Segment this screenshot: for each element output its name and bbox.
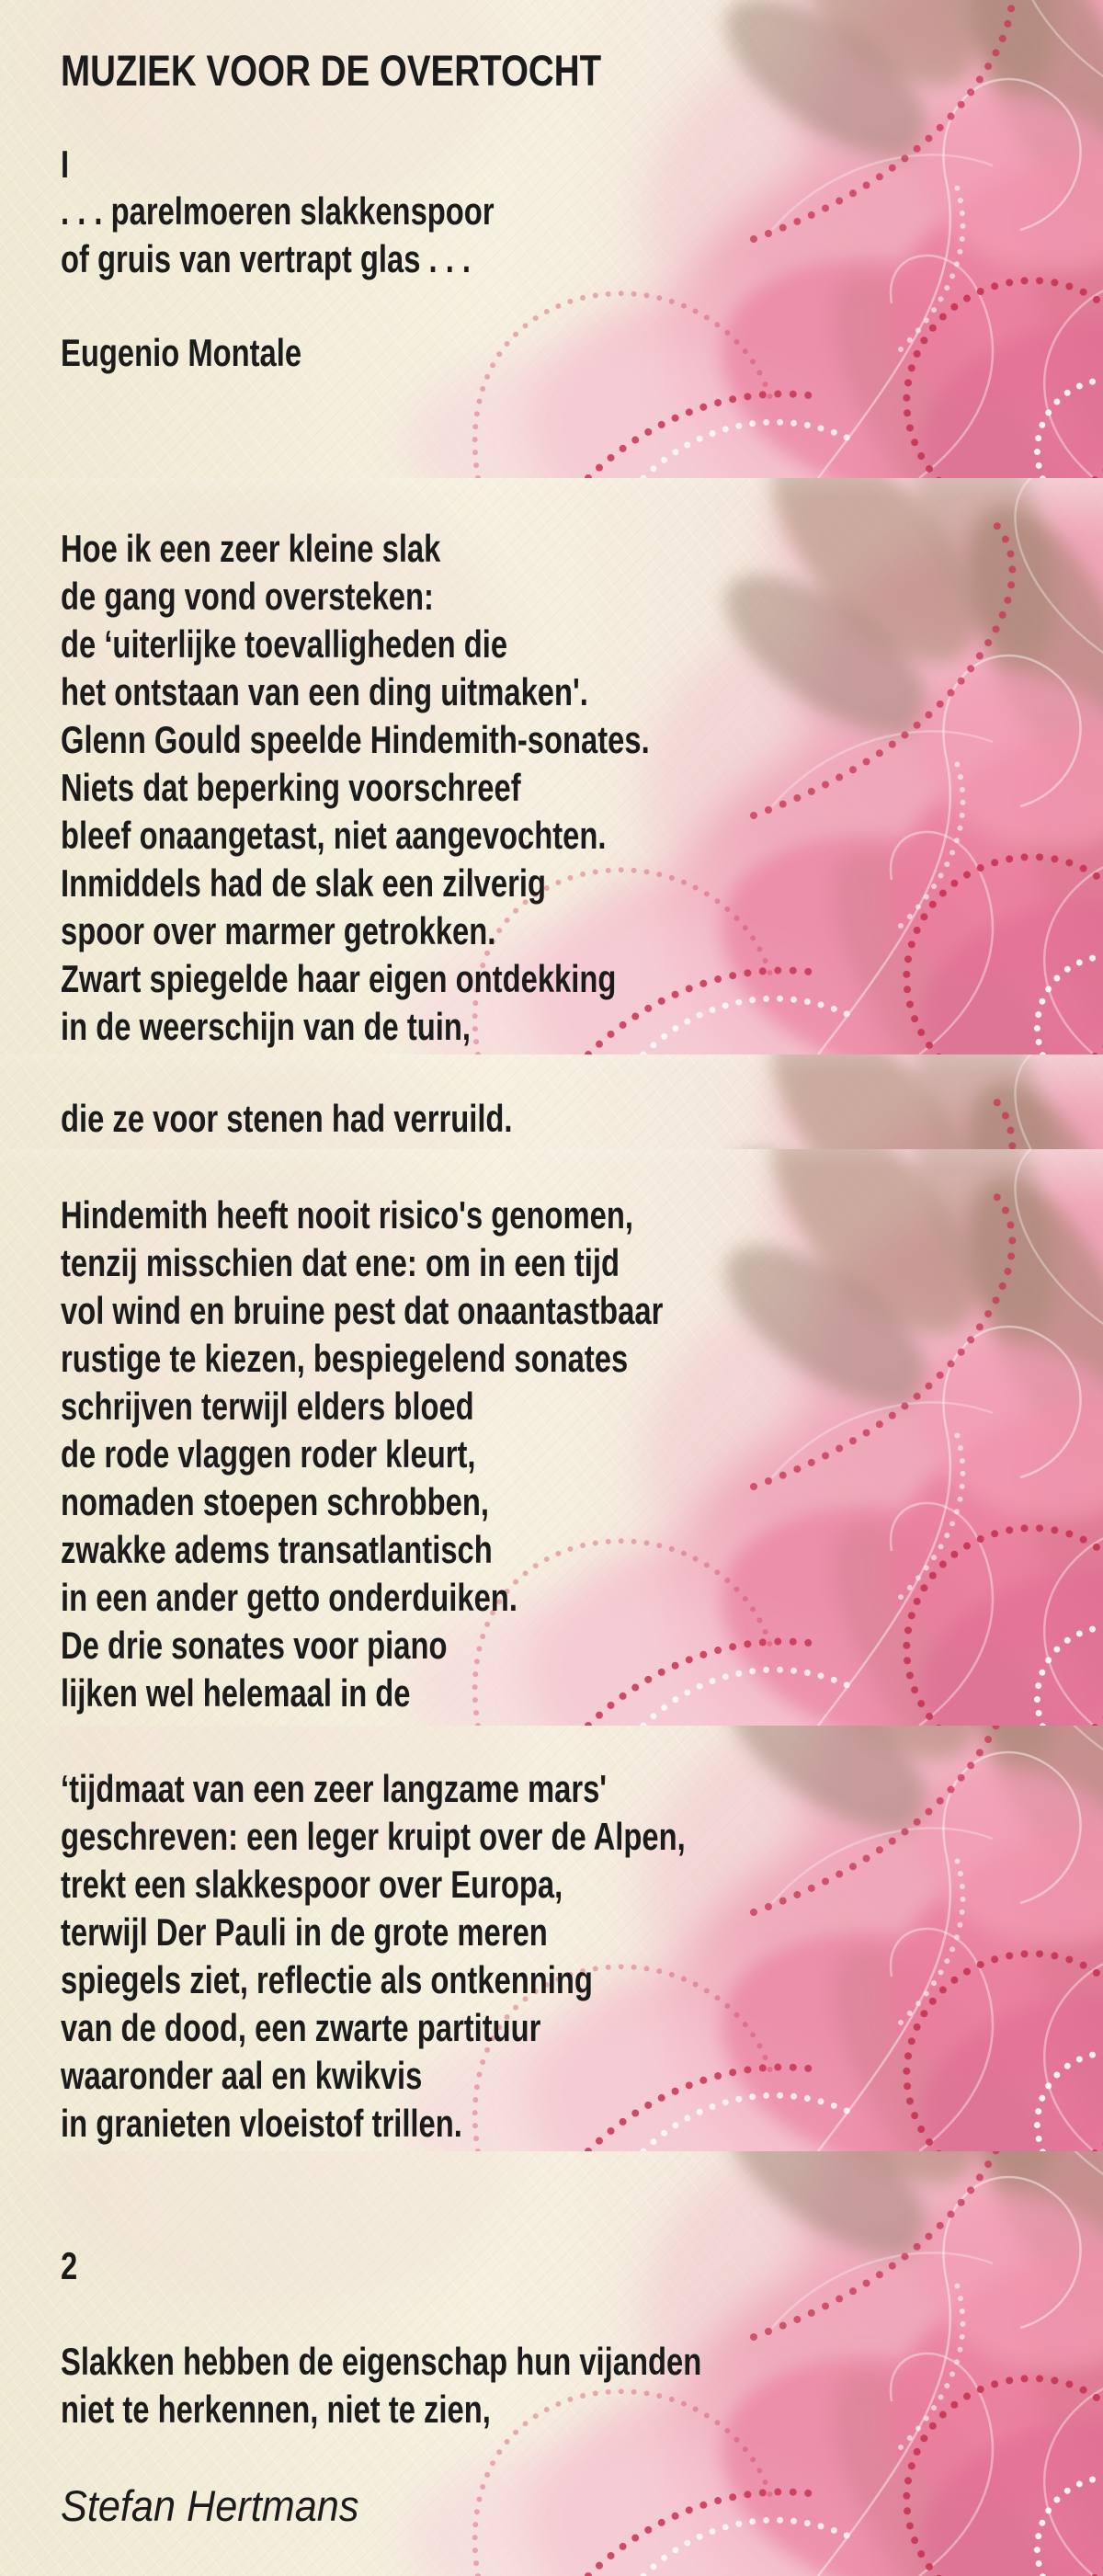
author-signature: Stefan Hertmans (61, 2481, 359, 2530)
poem-line: trekt een slakkespoor over Europa, (61, 1863, 563, 1906)
poem-line: het ontstaan van een ding uitmaken'. (61, 670, 588, 713)
epigraph-attribution: Eugenio Montale (61, 331, 302, 374)
stanza-4 (61, 1765, 686, 2148)
poem-line: Niets dat beperking voorschreef (61, 766, 521, 809)
poem-line: bleef onaangetast, niet aangevochten. (61, 814, 607, 857)
poem-line: rustige te kiezen, bespiegelend sonates (61, 1337, 629, 1380)
poem-line: Hoe ik een zeer kleine slak (61, 527, 441, 570)
stanza-1 (61, 525, 650, 1051)
epigraph (61, 188, 495, 283)
stanza-2 (61, 1095, 513, 1143)
poem-line: Glenn Gould speelde Hindemith-sonates. (61, 718, 650, 761)
poem-line: Slakken hebben de eigenschap hun vijanden (61, 2340, 702, 2383)
poem-line: spoor over marmer getrokken. (61, 909, 496, 952)
poem-line: niet te herkennen, niet te zien, (61, 2388, 491, 2431)
poem-line: lijken wel helemaal in de (61, 1671, 411, 1715)
poem-line: van de dood, een zwarte partituur (61, 2006, 541, 2049)
poem-line: in een ander getto onderduiken. (61, 1576, 517, 1619)
epigraph-line: of gruis van vertrapt glas . . . (61, 237, 472, 280)
poem-line: De drie sonates voor piano (61, 1624, 448, 1667)
stanza-5 (61, 2338, 701, 2434)
poem-line: Zwart spiegelde haar eigen ontdekking (61, 957, 617, 1000)
poem-line: de rode vlaggen roder kleurt, (61, 1432, 476, 1476)
poem-title: MUZIEK VOOR DE OVERTOCHT (61, 46, 602, 95)
section-1-label: I (61, 142, 70, 186)
stanza-3 (61, 1191, 663, 1717)
poem-line: de ‘uiterlijke toevalligheden die (61, 622, 508, 666)
poem-line: die ze voor stenen had verruild. (61, 1097, 513, 1140)
poem-line: spiegels ziet, reflectie als ontkenning (61, 1958, 593, 2001)
epigraph-line: . . . parelmoeren slakkenspoor (61, 189, 495, 233)
poem-line: schrijven terwijl elders bloed (61, 1385, 474, 1428)
poem-line: waaronder aal en kwikvis (61, 2054, 423, 2097)
poem-line: tenzij misschien dat ene: om in een tijd (61, 1241, 620, 1284)
poem-line: in de weerschijn van de tuin, (61, 1005, 472, 1048)
poem-line: de gang vond oversteken: (61, 575, 434, 618)
poem-line: ‘tijdmaat van een zeer langzame mars' (61, 1767, 608, 1810)
poem-line: in granieten vloeistof trillen. (61, 2102, 462, 2145)
section-2-label: 2 (61, 2244, 78, 2287)
poem-line: terwijl Der Pauli in de grote meren (61, 1910, 548, 1954)
poem-line: Hindemith heeft nooit risico's genomen, (61, 1193, 634, 1237)
poem-line: vol wind en bruine pest dat onaantastbaar (61, 1289, 664, 1332)
poem-line: Inmiddels had de slak een zilverig (61, 861, 546, 905)
poem-line: nomaden stoepen schrobben, (61, 1480, 489, 1523)
poem-line: geschreven: een leger kruipt over de Alpen, (61, 1815, 686, 1858)
poem-line: zwakke adems transatlantisch (61, 1528, 493, 1571)
